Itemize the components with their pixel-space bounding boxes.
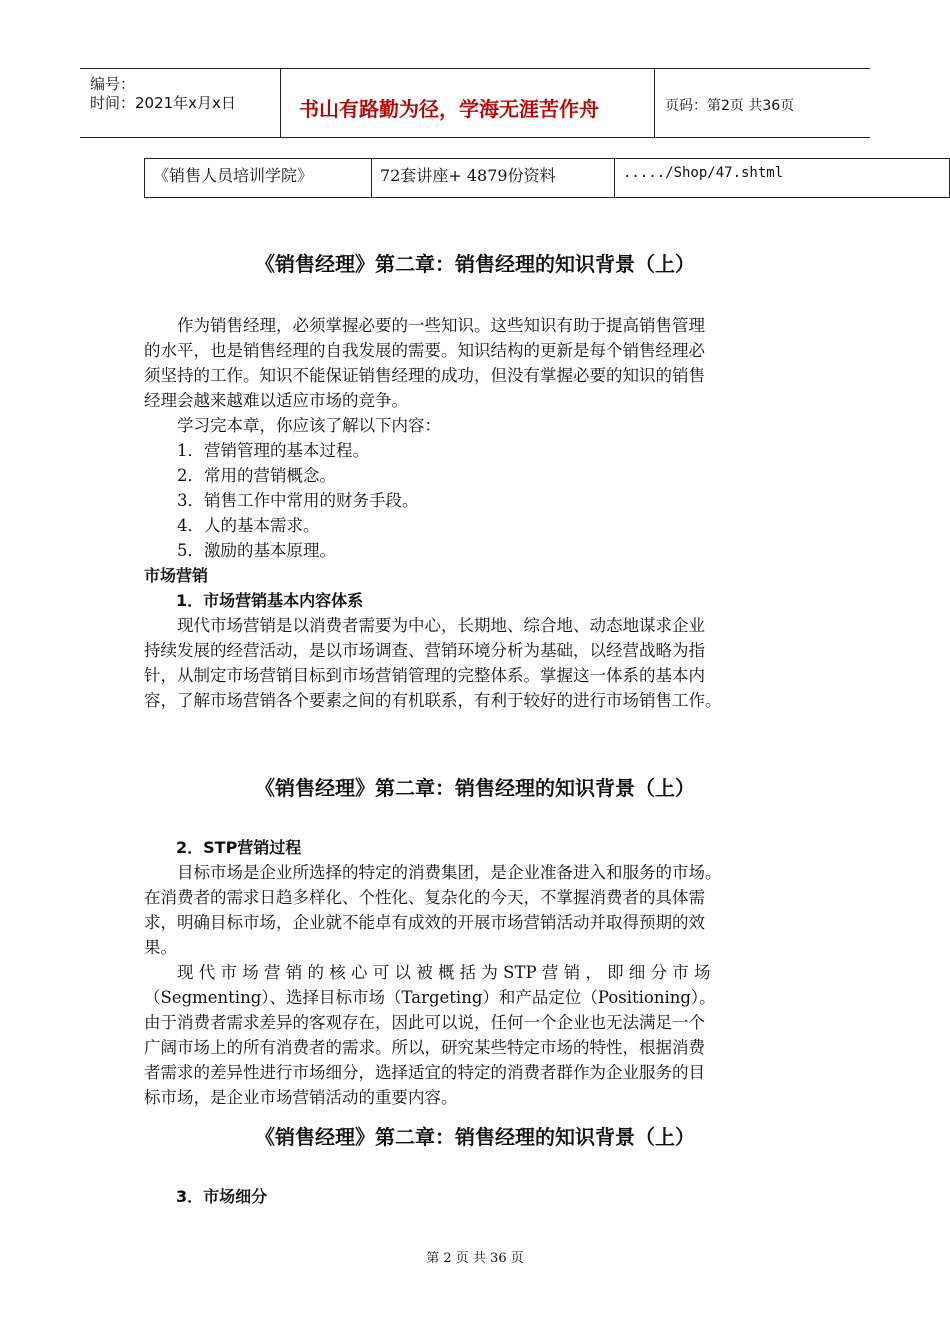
header-meta-cell — [80, 69, 281, 137]
text-line: 学习完本章，你应该了解以下内容： — [144, 416, 441, 435]
time-label: 时间：2021年x月x日 — [90, 94, 236, 112]
list-item: 4．人的基本需求。 — [144, 516, 320, 535]
text-line: 作为销售经理，必须掌握必要的一些知识。这些知识有助于提高销售管理 — [144, 316, 705, 335]
section-heading: 市场营销 — [144, 566, 209, 585]
text-line: （Segmenting）、选择目标市场（Targeting）和产品定位（Positioning）。 — [144, 988, 716, 1007]
text-line: 须坚持的工作。知识不能保证销售经理的成功，但没有掌握必要的知识的销售 — [144, 366, 705, 385]
info-cell-academy — [145, 159, 372, 197]
section-title-3: 《销售经理》第二章：销售经理的知识背景（上） — [255, 1125, 695, 1149]
page-info: 页码：第2页 共36页 — [665, 98, 795, 114]
section-title-1: 《销售经理》第二章：销售经理的知识背景（上） — [255, 252, 695, 276]
page-header — [80, 68, 870, 138]
sub-heading: 3．市场细分 — [144, 1187, 268, 1206]
header-page-cell — [655, 69, 870, 137]
sub-heading: 1．市场营销基本内容体系 — [144, 591, 364, 610]
text-line: 求，明确目标市场，企业就不能卓有成效的开展市场营销活动并取得预期的效 — [144, 913, 705, 932]
text-line: 目标市场是企业所选择的特定的消费集团，是企业准备进入和服务的市场。 — [144, 863, 722, 882]
text-line: 果。 — [144, 938, 177, 957]
section3-body — [144, 1184, 824, 1209]
text-line: 容，了解市场营销各个要素之间的有机联系，有利于较好的进行市场销售工作。 — [144, 691, 722, 710]
text-line: 针，从制定市场营销目标到市场营销管理的完整体系。掌握这一体系的基本内 — [144, 666, 705, 685]
list-item: 5．激励的基本原理。 — [144, 541, 336, 560]
info-resources-text: 72套讲座+ 4879份资料 — [380, 166, 556, 185]
text-line: 现 代 市 场 营 销 的 核 心 可 以 被 概 括 为 STP 营 销 ， 即 细 分 市 场 — [144, 963, 711, 982]
section-title-2: 《销售经理》第二章：销售经理的知识背景（上） — [255, 776, 695, 800]
motto: 书山有路勤为径，学海无涯苦作舟 — [299, 97, 599, 121]
text-line: 者需求的差异性进行市场细分，选择适宜的特定的消费者群作为企业服务的目 — [144, 1063, 705, 1082]
list-item: 2．常用的营销概念。 — [144, 466, 336, 485]
info-link-text[interactable]: ...../Shop/47.shtml — [623, 165, 784, 181]
info-cell-resources — [372, 159, 615, 197]
list-item: 1．营销管理的基本过程。 — [144, 441, 369, 460]
list-item: 3．销售工作中常用的财务手段。 — [144, 491, 419, 510]
text-line: 经理会越来越难以适应市场的竞争。 — [144, 391, 408, 410]
number-label: 编号： — [90, 75, 136, 93]
text-line: 现代市场营销是以消费者需要为中心，长期地、综合地、动态地谋求企业 — [144, 616, 705, 635]
info-table — [144, 158, 950, 198]
text-line: 在消费者的需求日趋多样化、个性化、复杂化的今天，不掌握消费者的具体需 — [144, 888, 705, 907]
page-footer: 第 2 页 共 36 页 — [426, 1251, 524, 1266]
info-academy-text: 《销售人员培训学院》 — [153, 166, 314, 185]
text-line: 由于消费者需求差异的客观存在，因此可以说，任何一个企业也无法满足一个 — [144, 1013, 705, 1032]
text-line: 的水平，也是销售经理的自我发展的需要。知识结构的更新是每个销售经理必 — [144, 341, 705, 360]
text-line: 标市场，是企业市场营销活动的重要内容。 — [144, 1088, 458, 1107]
text-line: 广阔市场上的所有消费者的需求。所以，研究某些特定市场的特性，根据消费 — [144, 1038, 705, 1057]
info-cell-link[interactable] — [615, 159, 949, 197]
sub-heading: 2．STP营销过程 — [144, 838, 302, 857]
section2-body — [144, 835, 824, 1110]
section1-intro — [144, 313, 824, 713]
header-motto-cell — [281, 69, 655, 137]
text-line: 持续发展的经营活动，是以市场调查、营销环境分析为基础，以经营战略为指 — [144, 641, 705, 660]
